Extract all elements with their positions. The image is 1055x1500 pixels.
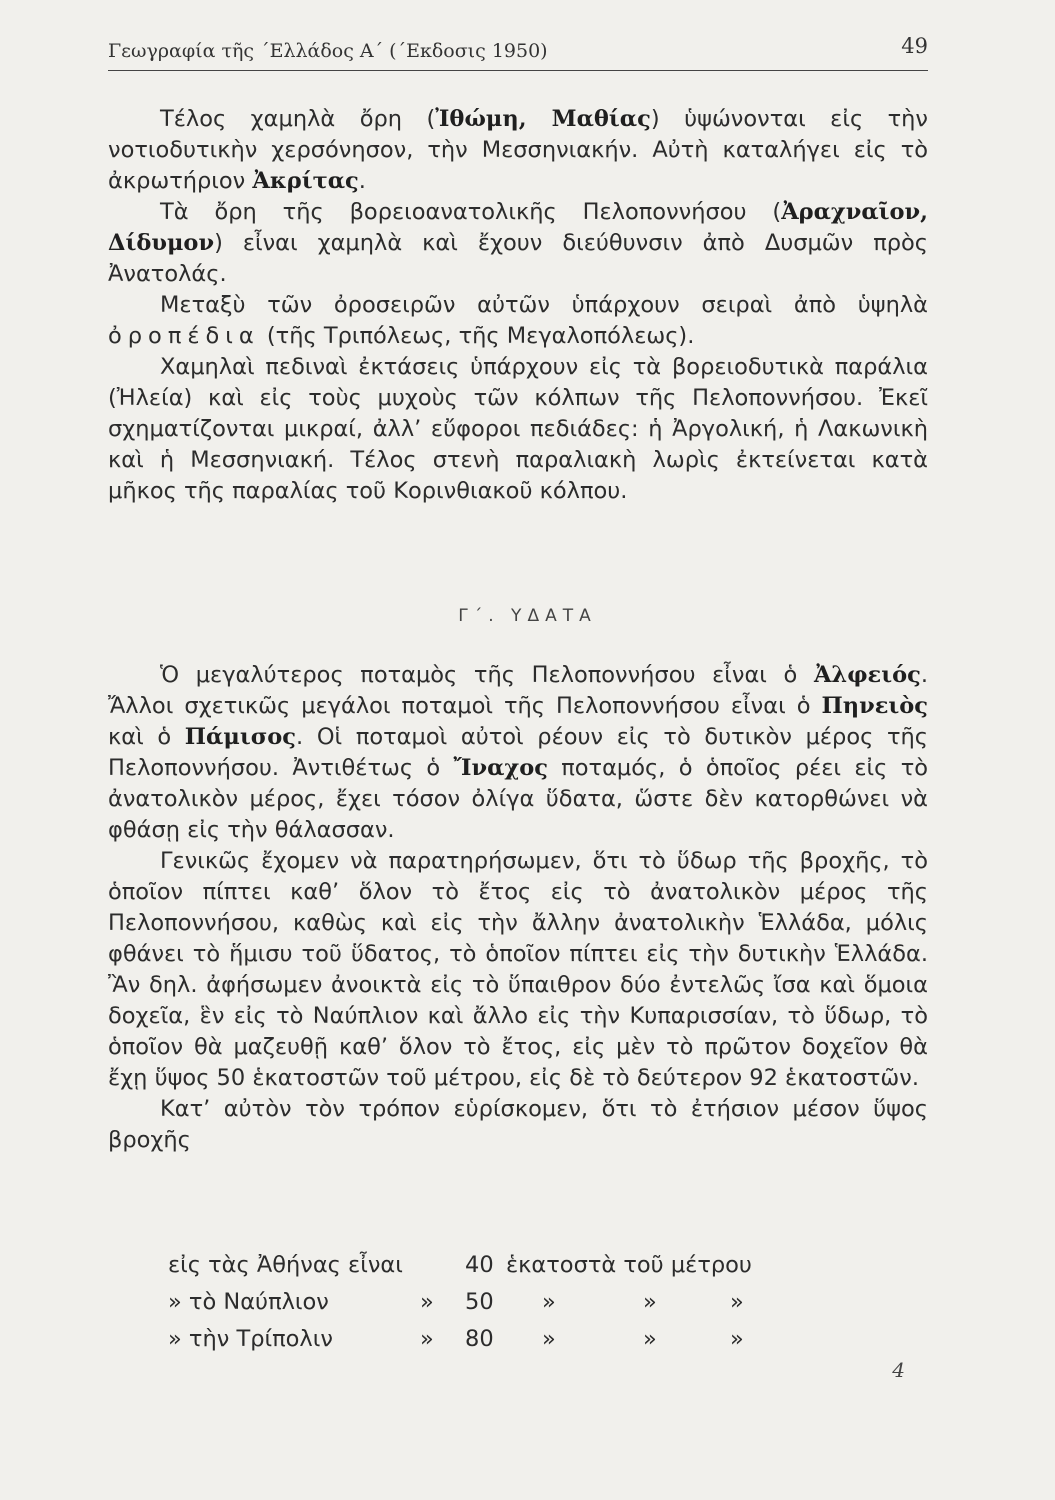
table-row: » τὸ Ναύπλιον » 50 » » »: [168, 1289, 744, 1315]
bold-mountains: Ἰθώμη, Μαθίας: [435, 106, 651, 132]
bold-alfeios: Ἀλφειός: [813, 662, 921, 688]
paragraph-rivers: Ὁ μεγαλύτερος ποταμὸς τῆς Πελοποννήσου εἶναι ὁ Ἀλφειός. Ἄλλοι σχετικῶς μεγάλοι ποταμοὶ τῆς Πελοποννήσου εἶναι ὁ Πηνειὸς καὶ ὁ Πάμισος. Οἱ ποταμοὶ αὐτοὶ ρέουν εἰς τὸ δυτικὸν μέρος τῆς Πελοποννήσου. Ἀντιθέτως ὁ Ἴναχος ποταμός, ὁ ὁποῖος ρέει εἰς τὸ ἀνατολικὸν μέρος, ἔχει τόσον ὀλίγα ὕδατα, ὥστε δὲν κατορθώνει νὰ φθάσῃ εἰς τὴν θάλασσαν.: [108, 662, 929, 843]
bold-pamisos: Πάμισος: [184, 724, 297, 750]
paragraph-plateaus: Μεταξὺ τῶν ὀροσειρῶν αὐτῶν ὑπάρχουν σειραὶ ἀπὸ ὑψηλὰ ὀροπέδια (τῆς Τριπόλεως, τῆς Μεγαλοπόλεως).: [108, 292, 928, 349]
paragraph-rainfall: Γενικῶς ἔχομεν νὰ παρατηρήσωμεν, ὅτι τὸ ὕδωρ τῆς βροχῆς, τὸ ὁποῖον πίπτει καθ’ ὅλον τὸ ἔτος εἰς τὸ ἀνατολικὸν μέρος τῆς Πελοποννήσου, καθὼς καὶ εἰς τὴν ἄλλην ἀνατολικὴν Ἑλλάδα, μόλις φθάνει τὸ ἥμισυ τοῦ ὕδατος, τὸ ὁποῖον πίπτει εἰς τὴν δυτικὴν Ἑλλάδα. Ἂν δηλ. ἀφήσωμεν ἀνοικτὰ εἰς τὸ ὕπαιθρον δύο ἐντελῶς ἴσα καὶ ὅμοια δοχεῖα, ἓν εἰς τὸ Ναύπλιον καὶ ἄλλο εἰς τὴν Κυπαρισσίαν, τὸ ὕδωρ, τὸ ὁποῖον θὰ μαζευθῇ καθ’ ὅλον τὸ ἔτος, εἰς μὲν τὸ πρῶτον δοχεῖον θὰ ἔχῃ ὕψος 50 ἑκατοστῶν τοῦ μέτρου, εἰς δὲ τὸ δεύτερον 92 ἑκατοστῶν.: [108, 848, 928, 1091]
spaced-word: ὀροπέδια: [108, 323, 260, 349]
paragraph-arachnaion: Τὰ ὄρη τῆς βορειοανατολικῆς Πελοποννήσου (Ἀραχναῖον, Δίδυμον) εἶναι χαμηλὰ καὶ ἔχουν διεύθυνσιν ἀπὸ Δυσμῶν πρὸς Ἀνατολάς.: [108, 199, 928, 287]
page-number: 49: [901, 34, 928, 58]
rainfall-table: [150, 1248, 850, 1359]
bold-cape: Ἀκρίτας: [252, 168, 359, 194]
table-row: εἰς τὰς Ἀθήνας εἶναι 40 ἑκατοστὰ τοῦ μέτρου: [168, 1252, 752, 1278]
page-header: [108, 34, 928, 71]
table-row: » τὴν Τρίπολιν » 80 » » »: [168, 1326, 744, 1352]
running-title: Γεωγραφία τῆς ΄Ελλάδος Α΄ (΄Εκδοσις 1950): [108, 40, 548, 62]
section-heading: Γ΄. ΥΔΑΤΑ: [458, 606, 597, 626]
paragraph-ithomi: Τέλος χαμηλὰ ὄρη (Ἰθώμη, Μαθίας) ὑψώνονται εἰς τὴν νοτιοδυτικὴν χερσόνησον, τὴν Μεσσηνιακήν. Αὐτὴ καταλήγει εἰς τὸ ἀκρωτήριον Ἀκρίτας.: [108, 106, 928, 194]
paragraph-lowlands: Χαμηλαὶ πεδιναὶ ἐκτάσεις ὑπάρχουν εἰς τὰ βορειοδυτικὰ παράλια (Ἠλεία) καὶ εἰς τοὺς μυχοὺς τῶν κόλπων τῆς Πελοποννήσου. Ἐκεῖ σχηματίζονται μικραί, ἀλλ’ εὔφοροι πεδιάδες: ἡ Ἀργολική, ἡ Λακωνικὴ καὶ ἡ Μεσσηνιακή. Τέλος στενὴ παραλιακὴ λωρὶς ἐκτείνεται κατὰ μῆκος τῆς παραλίας τοῦ Κορινθιακοῦ κόλπου.: [108, 354, 928, 504]
bold-pineios: Πηνειὸς: [821, 693, 928, 719]
bold-ne-mountains: Ἀραχναῖον, Δίδυμον: [108, 199, 928, 256]
body-text-top: [108, 104, 928, 507]
bold-inachos: Ἴναχος: [453, 755, 548, 781]
signature-mark: 4: [892, 1358, 905, 1382]
paragraph-annual-rain: Κατ’ αὐτὸν τὸν τρόπον εὑρίσκομεν, ὅτι τὸ ἐτήσιον μέσον ὕψος βροχῆς: [108, 1096, 928, 1153]
body-text-waters: [108, 660, 928, 1156]
